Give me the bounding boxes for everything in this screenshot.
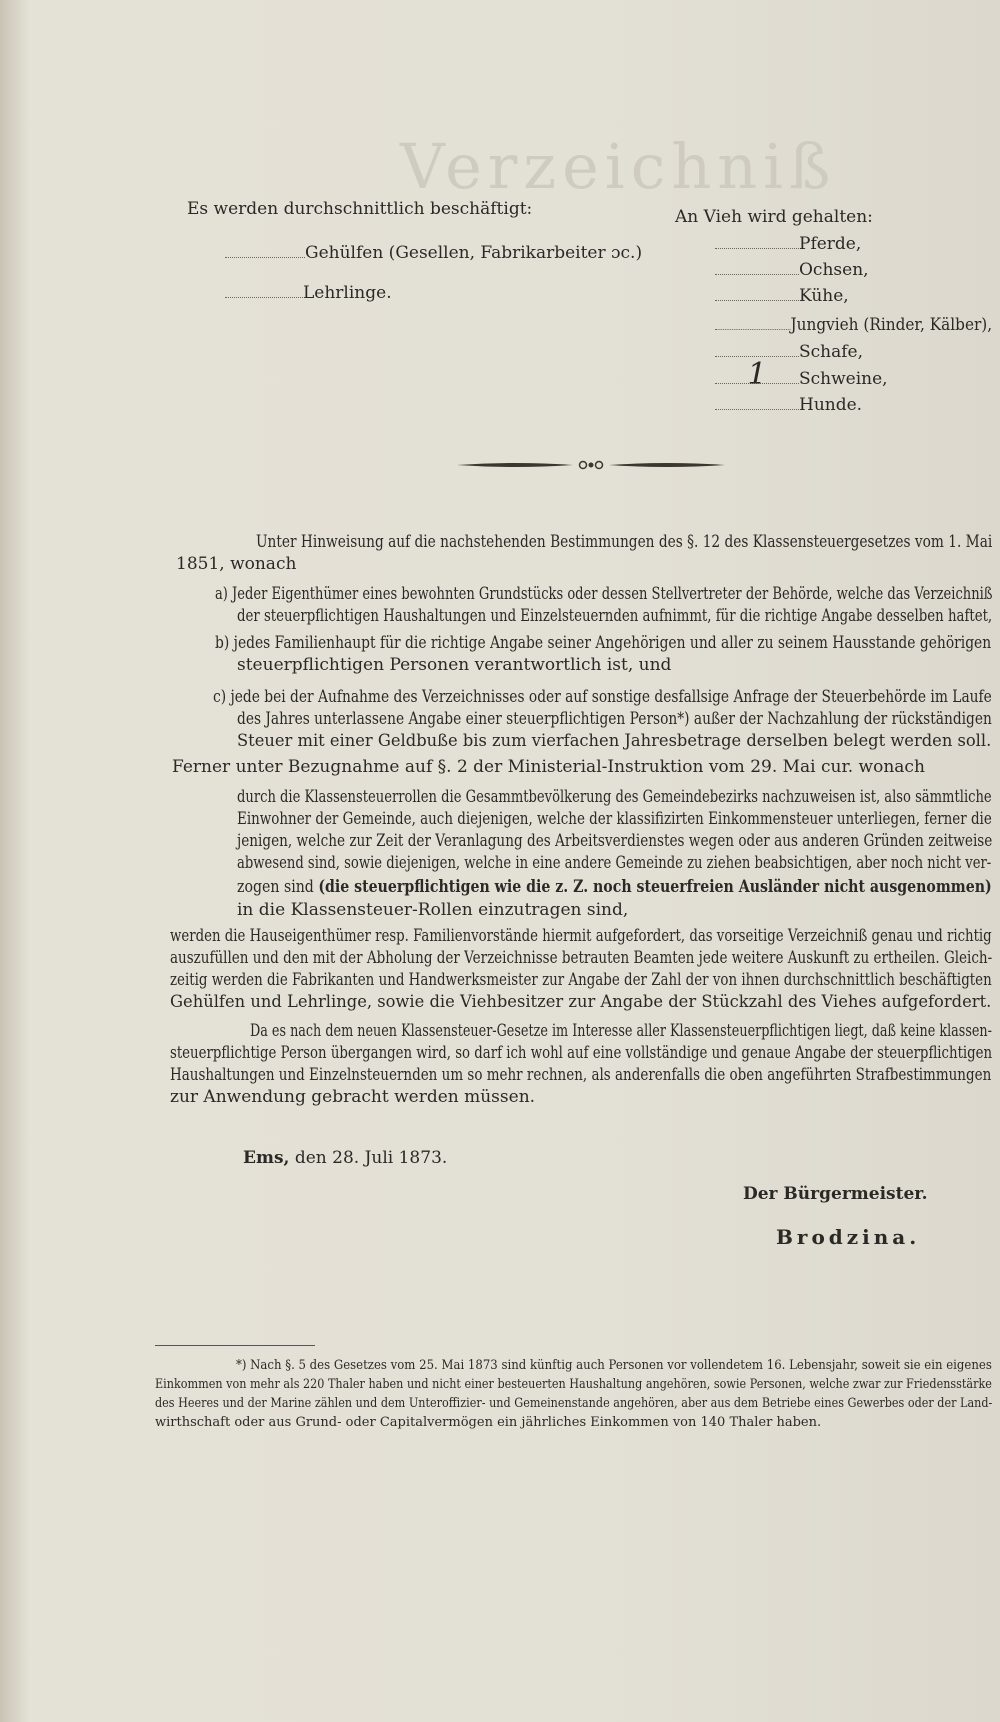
para-c-line-3: Steuer mit einer Geldbuße bis zum vierfachen Jahresbetrage derselben belegt werden soll. [237, 731, 992, 751]
sheep-label: Schafe, [799, 342, 864, 362]
para-d-line-6: in die Klassensteuer-Rollen einzutragen sind, [237, 900, 629, 920]
dogs-blank [715, 395, 799, 410]
para-e-line-2: auszufüllen und den mit der Abholung der Verzeichnisse betrauten Beamten jede weitere Auskunft zu ertheilen. Gleich- [170, 948, 993, 968]
footnote-line-4: wirthschaft oder aus Grund- oder Capitalvermögen ein jährliches Einkommen von 140 Thaler haben. [155, 1415, 822, 1430]
apprentices-blank [225, 283, 303, 298]
cows-blank [715, 286, 799, 301]
para-f-line-2: steuerpflichtige Person übergangen wird, so darf ich wohl auf eine vollständige und genaue Angabe der steuerpflichtigen [170, 1043, 993, 1063]
para-e-line-1: werden die Hauseigenthümer resp. Familienvorstände hiermit aufgefordert, das vorseitige Verzeichniß genau und richtig [170, 926, 992, 946]
para-c-line-2: des Jahres unterlassene Angabe einer steuerpflichtigen Person*) außer der Nachzahlung der rückständigen [237, 709, 992, 729]
para-d-line-2: Einwohner der Gemeinde, auch diejenigen, welche der klassifizirten Einkommensteuer unterliegen, ferner die [237, 809, 992, 829]
para-d-line-3: jenigen, welche zur Zeit der Veranlagung des Arbeitsverdienstes wegen oder aus anderen Gründen zeitweise [237, 831, 993, 851]
horses-blank [715, 234, 799, 249]
livestock-row-dogs [715, 394, 862, 416]
intro-line-1: Unter Hinweisung auf die nachstehenden Bestimmungen des §. 12 des Klassensteuergesetzes vom 1. Mai [256, 532, 993, 552]
livestock-row-cows [715, 285, 849, 307]
young-cattle-blank [715, 315, 791, 330]
pigs-label: Schweine, [799, 369, 888, 389]
pigs-handwritten-count: 1 [715, 369, 799, 384]
assistants-blank [225, 243, 305, 258]
date: den 28. Juli 1873. [294, 1148, 448, 1168]
workers-row-assistants [225, 242, 642, 264]
para-b-line-1: b) jedes Familienhaupt für die richtige Angabe seiner Angehörigen und aller zu seinem Hausstande gehörigen [215, 633, 992, 653]
footnote-line-1: *) Nach §. 5 des Gesetzes vom 25. Mai 1873 sind künftig auch Personen vor vollendetem 16. Lebensjahr, soweit sie ein eigenes [236, 1358, 992, 1373]
place: Ems, [243, 1148, 290, 1168]
para-e-line-3: zeitig werden die Fabrikanten und Handwerksmeister zur Angabe der Zahl der von ihnen durchschnittlich beschäftigten [170, 970, 992, 990]
para-f-line-1: Da es nach dem neuen Klassensteuer-Gesetze im Interesse aller Klassensteuerpflichtigen liegt, daß keine klassen- [250, 1021, 992, 1041]
para-b-line-2: steuerpflichtigen Personen verantwortlich ist, und [237, 655, 672, 675]
intro-line-2: 1851, wonach [176, 554, 297, 574]
para-d-line-5 [237, 876, 992, 898]
foreigners-bold-remark: (die steuerpflichtigen wie die z. Z. noch steuerfreien Ausländer nicht ausgenommen) [318, 877, 992, 897]
apprentices-label: Lehrlinge. [303, 283, 392, 303]
livestock-row-horses [715, 233, 861, 255]
cows-label: Kühe, [799, 286, 849, 306]
sheep-blank [715, 342, 799, 357]
workers-heading: Es werden durchschnittlich beschäftigt: [187, 199, 533, 219]
workers-row-apprentices [225, 282, 392, 304]
para-d-line-5-text: zogen sind [237, 877, 314, 897]
young-cattle-label: Jungvieh (Rinder, Kälber), [790, 315, 993, 335]
place-date [243, 1147, 447, 1169]
footnote-line-2: Einkommen von mehr als 220 Thaler haben und nicht einer besteuerten Haushaltung angehören, sowie Personen, welche zwar zur Friedensstärke [155, 1377, 992, 1392]
livestock-row-oxen [715, 259, 869, 281]
assistants-label: Gehülfen (Gesellen, Fabrikarbeiter ɔc.) [305, 243, 643, 263]
footnote-line-3: des Heeres und der Marine zählen und dem Unteroffizier- und Gemeinenstande angehören, aber aus dem Betriebe eines Gewerbes oder der Land- [155, 1396, 993, 1411]
livestock-row-pigs [715, 357, 888, 392]
para-a-line-2: der steuerpflichtigen Haushaltungen und Einzelsteuernden aufnimmt, für die richtige Angabe desselben haftet, [237, 606, 993, 626]
livestock-row-young-cattle [715, 314, 992, 336]
para-a-line-1: a) Jeder Eigenthümer eines bewohnten Grundstücks oder dessen Stellvertreter der Behörde, welche das Verzeichniß [215, 584, 993, 604]
livestock-heading: An Vieh wird gehalten: [675, 207, 873, 227]
livestock-row-sheep [715, 341, 863, 363]
footnote-rule [155, 1345, 315, 1346]
horses-label: Pferde, [799, 234, 862, 254]
para-f-line-3: Haushaltungen und Einzelnsteuernden um so mehr rechnen, als anderenfalls die oben angeführten Strafbestimmungen [170, 1065, 992, 1085]
para-d-line-1: durch die Klassensteuerrollen die Gesammtbevölkerung des Gemeindebezirks nachzuweisen ist, also sämmtliche [237, 787, 992, 807]
para-e-line-4: Gehülfen und Lehrlinge, sowie die Viehbesitzer zur Angabe der Stückzahl des Viehes aufgefordert. [170, 992, 992, 1012]
mayor-title: Der Bürgermeister. [743, 1184, 928, 1204]
para-c-line-1: c) jede bei der Aufnahme des Verzeichnisses oder auf sonstige desfallsige Anfrage der Steuerbehörde im Laufe [213, 687, 992, 707]
ferner-line: Ferner unter Bezugnahme auf §. 2 der Ministerial-Instruktion vom 29. Mai cur. wonach [172, 757, 925, 777]
mayor-name: Brodzina. [776, 1225, 921, 1249]
para-d-line-4: abwesend sind, sowie diejenigen, welche in eine andere Gemeinde zu ziehen beabsichtigen, aber noch nicht ver- [237, 853, 992, 873]
oxen-label: Ochsen, [799, 260, 869, 280]
oxen-blank [715, 260, 799, 275]
ghost-title: Verzeichniß [400, 130, 837, 203]
ornamental-divider [455, 458, 727, 472]
para-f-line-4: zur Anwendung gebracht werden müssen. [170, 1087, 536, 1107]
dogs-label: Hunde. [799, 395, 863, 415]
